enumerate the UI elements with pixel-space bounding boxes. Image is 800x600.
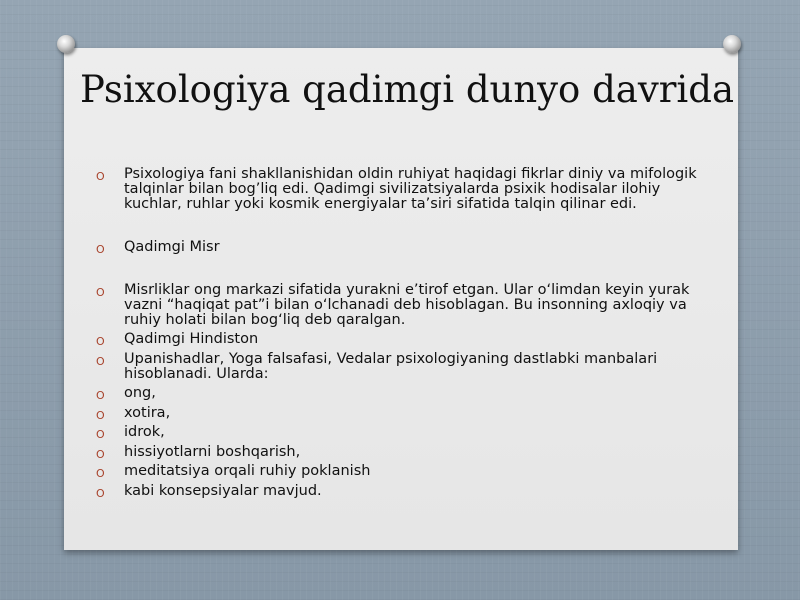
bullet-item — [96, 445, 706, 460]
bullet-marker-icon: O — [96, 467, 105, 480]
bullet-item — [96, 406, 706, 421]
bullet-text: Qadimgi Hindiston — [124, 331, 259, 347]
bullet-text: Upanishadlar, Yoga falsafasi, Vedalar psixologiyaning dastlabki manbalari hisoblanadi. Ularda: — [124, 351, 658, 382]
bullet-item — [96, 240, 706, 255]
bullet-marker-icon: O — [96, 487, 105, 500]
bullet-text: meditatsiya orqali ruhiy poklanish — [124, 463, 371, 479]
bullet-marker-icon: O — [96, 409, 105, 422]
bullet-item — [96, 283, 706, 328]
bullet-item — [96, 425, 706, 440]
bullet-marker-icon: O — [96, 355, 105, 368]
bullet-text: xotira, — [124, 405, 171, 421]
bullet-item — [96, 332, 706, 347]
bullet-text: Qadimgi Misr — [124, 239, 220, 255]
bullet-marker-icon: O — [96, 448, 105, 461]
pushpin-icon — [57, 35, 75, 53]
bullet-item — [96, 484, 706, 499]
bullet-marker-icon: O — [96, 335, 105, 348]
bullet-item — [96, 386, 706, 401]
bullet-text: Psixologiya fani shakllanishidan oldin ruhiyat haqidagi fikrlar diniy va mifologik talqinlar bilan bog’liq edi. Qadimgi sivilizatsiyalarda psixik hodisalar ilohiy kuchlar, ruhlar yoki kosmik energiyalar ta’siri sifatida talqin qilinar edi. — [124, 166, 697, 212]
slide-title: Psixologiya qadimgi dunyo davrida — [79, 68, 735, 111]
bullet-marker-icon: O — [96, 389, 105, 402]
bullet-marker-icon: O — [96, 428, 105, 441]
bullet-item — [96, 464, 706, 479]
bullet-marker-icon: O — [96, 170, 105, 183]
bullet-text: kabi konsepsiyalar mavjud. — [124, 483, 322, 499]
bullet-item — [96, 167, 706, 212]
bullet-text: idrok, — [124, 424, 165, 440]
bullet-text: ong, — [124, 385, 156, 401]
pushpin-icon — [723, 35, 741, 53]
bullet-text: hissiyotlarni boshqarish, — [124, 444, 301, 460]
bullet-marker-icon: O — [96, 243, 105, 256]
bullet-marker-icon: O — [96, 286, 105, 299]
bullet-item — [96, 352, 706, 382]
bullet-text: Misrliklar ong markazi sifatida yurakni e’tirof etgan. Ular o‘limdan keyin yurak vazni “haqiqat pat”i bilan o‘lchanadi deb hisoblagan. Bu insonning axloqiy va ruhiy holati bilan bog‘liq deb qaralgan. — [124, 282, 690, 328]
